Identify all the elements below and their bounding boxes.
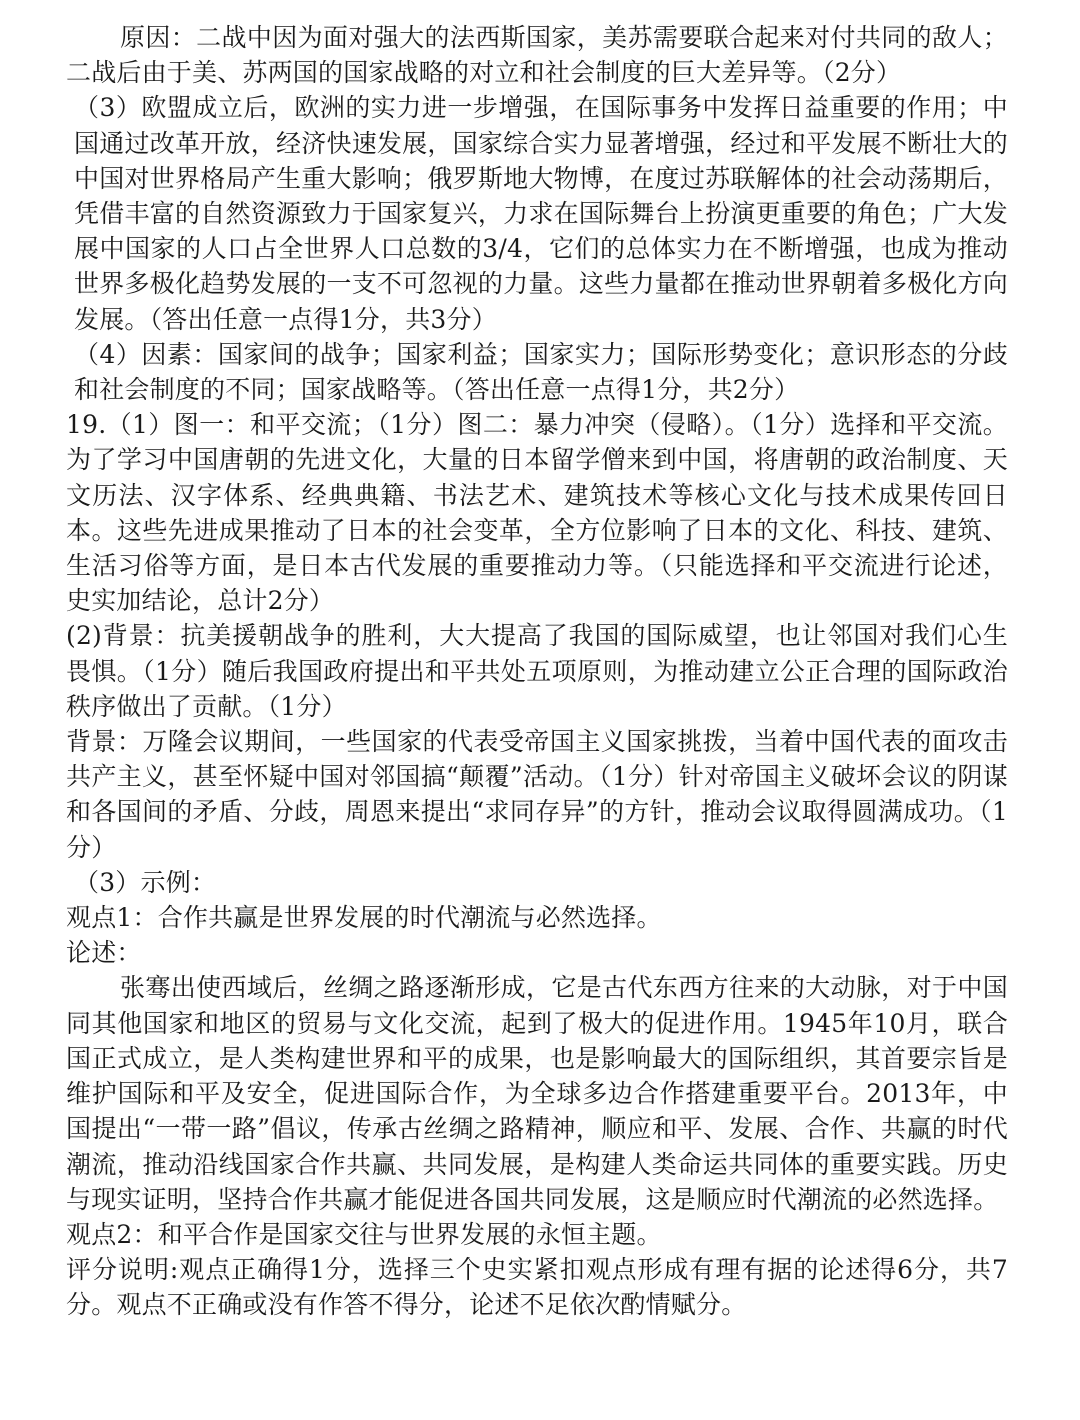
paragraph-q19-1: 19.（1）图一：和平交流；（1分）图二：暴力冲突（侵略）。（1分）选择和平交流。为了学习中国唐朝的先进文化，大量的日本留学僧来到中国，将唐朝的政治制度、天文历法、汉字体系、经典典籍、书法艺术、建筑技术等核心文化与技术成果传回日本。这些先进成果推动了日本的社会变革，全方位影响了日本的文化、科技、建筑、生活习俗等方面，是日本古代发展的重要推动力等。（只能选择和平交流进行论述，史实加结论，总计2分） [66, 410, 1008, 616]
paragraph-q19-2-background-b: 背景：万隆会议期间，一些国家的代表受帝国主义国家挑拨，当着中国代表的面攻击共产主义，甚至怀疑中国对邻国搞“颠覆”活动。（1分）针对帝国主义破坏会议的阴谋和各国间的矛盾、分歧，周恩来提出“求同存异”的方针，推动会议取得圆满成功。（1分） [66, 727, 1008, 862]
paragraph-viewpoint-2: 观点2：和平合作是国家交往与世界发展的永恒主题。 [66, 1219, 662, 1249]
paragraph-argument-body: 张骞出使西域后，丝绸之路逐渐形成，它是古代东西方往来的大动脉，对于中国同其他国家和地区的贸易与文化交流，起到了极大的促进作用。1945年10月，联合国正式成立，是人类构建世界和平的成果，也是影响最大的国际组织，其首要宗旨是维护国际和平及安全，促进国际合作，为全球多边合作搭建重要平台。2013年，中国提出“一带一路”倡议，传承古丝绸之路精神，顺应和平、发展、合作、共赢的时代潮流，推动沿线国家合作共赢、共同发展，是构建人类命运共同体的重要实践。历史与现实证明，坚持合作共赢才能促进各国共同发展，这是顺应时代潮流的必然选择。 [66, 973, 1008, 1214]
paragraph-scoring-notes: 评分说明:观点正确得1分，选择三个史实紧扣观点形成有理有据的论述得6分，共7分。观点不正确或没有作答不得分，论述不足依次酌情赋分。 [66, 1255, 1008, 1320]
paragraph-viewpoint-1: 观点1：合作共赢是世界发展的时代潮流与必然选择。 [66, 903, 662, 933]
paragraph-q3-multipolar: （3）欧盟成立后，欧洲的实力进一步增强，在国际事务中发挥日益重要的作用；中国通过改革开放，经济快速发展，国家综合实力显著增强，经过和平发展不断壮大的中国对世界格局产生重大影响；俄罗斯地大物博，在度过苏联解体的社会动荡期后，凭借丰富的自然资源致力于国家复兴，力求在国际舞台上扮演更重要的角色；广大发展中国家的人口占全世界人口总数的3/4，它们的总体实力在不断增强，也成为推动世界多极化趋势发展的一支不可忽视的力量。这些力量都在推动世界朝着多极化方向发展。（答出任意一点得1分，共3分） [74, 93, 1008, 334]
paragraph-q19-3-example: （3）示例： [74, 867, 217, 897]
paragraph-cause: 原因：二战中因为面对强大的法西斯国家，美苏需要联合起来对付共同的敌人；二战后由于美、苏两国的国家战略的对立和社会制度的巨大差异等。（2分） [66, 23, 1008, 88]
paragraph-q4-factors: （4）因素：国家间的战争；国家利益；国家实力；国际形势变化；意识形态的分歧和社会制度的不同；国家战略等。（答出任意一点得1分，共2分） [74, 339, 1008, 405]
paragraph-q19-2-background-a: (2)背景：抗美援朝战争的胜利，大大提高了我国的国际威望，也让邻国对我们心生畏惧。（1分）随后我国政府提出和平共处五项原则，为推动建立公正合理的国际政治秩序做出了贡献。（1分） [66, 621, 1008, 721]
paragraph-argument-label: 论述： [66, 938, 142, 968]
